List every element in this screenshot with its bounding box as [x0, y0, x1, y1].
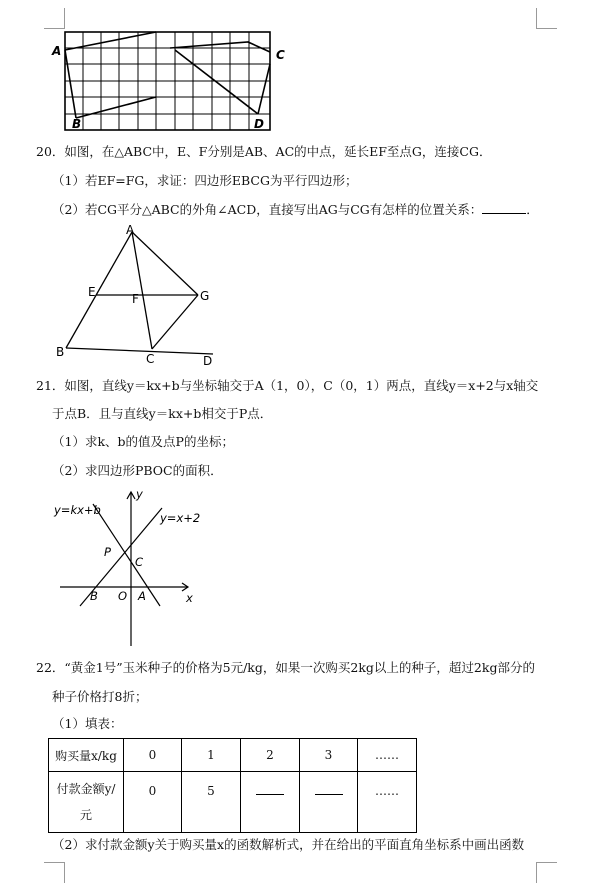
- q22-stem-line2: 种子价格打8折；: [52, 689, 148, 704]
- q20-label-A: A: [126, 223, 135, 237]
- q20-part2-end: ．: [526, 202, 539, 217]
- table-row: [49, 739, 417, 772]
- table-header-quantity: 购买量x/kg: [49, 739, 124, 772]
- corner-mark-top-right: [536, 8, 557, 29]
- table-row: [49, 772, 417, 833]
- q22-part1: （1）填表：: [52, 716, 123, 731]
- q21-coordinate-figure: [50, 484, 210, 649]
- table-cell: 5: [182, 772, 241, 833]
- q21-label-line2: y=x+2: [160, 511, 201, 525]
- q21-part1: （1）求k、b的值及点P的坐标；: [52, 434, 234, 449]
- q20-label-B: B: [56, 345, 65, 359]
- corner-mark-top-left: [44, 8, 65, 29]
- table-cell: ……: [358, 772, 417, 833]
- q21-part2: （2）求四边形PBOC的面积．: [52, 463, 223, 478]
- q20-label-C: C: [146, 352, 155, 366]
- q21-label-C: C: [135, 555, 144, 569]
- q21-stem-line1: 21．如图，直线y＝kx+b与坐标轴交于A（1，0），C（0，1）两点，直线y＝x+2与x轴交: [36, 378, 539, 393]
- q20-label-G: G: [200, 289, 210, 303]
- table-cell: ……: [358, 739, 417, 772]
- q21-stem-line2: 于点B．且与直线y＝kx+b相交于P点．: [52, 406, 273, 421]
- payment-header-line2: 元: [79, 808, 92, 822]
- grid-label-C: C: [276, 48, 285, 62]
- q21-label-B: B: [90, 589, 98, 603]
- q20-label-E: E: [88, 285, 96, 299]
- q21-label-P: P: [104, 545, 111, 559]
- table-cell: 0: [124, 739, 182, 772]
- q20-part1: （1）若EF=FG，求证：四边形EBCG为平行四边形；: [52, 173, 358, 188]
- table-cell: 2: [241, 739, 300, 772]
- q20-part2-text: （2）若CG平分△ABC的外角∠ACD，直接写出AG与CG有怎样的位置关系：: [52, 202, 483, 217]
- answer-blank-line: [315, 784, 343, 795]
- grid-label-A: A: [52, 44, 62, 58]
- q20-answer-blank: [482, 202, 526, 214]
- table-header-payment: [49, 772, 124, 833]
- q21-label-line1: y=kx+b: [54, 503, 101, 517]
- answer-blank-line: [256, 784, 284, 795]
- corner-mark-bottom-left: [44, 862, 65, 883]
- q22-fill-table: [48, 738, 417, 833]
- q20-stem: 20．如图，在△ABC中，E、F分别是AB、AC的中点，延长EF至点G，连接CG．: [36, 144, 492, 159]
- table-cell: 0: [124, 772, 182, 833]
- payment-header-line1: 付款金额y/: [56, 782, 116, 796]
- q20-label-F: F: [132, 292, 139, 306]
- q20-label-D: D: [203, 354, 213, 368]
- grid-label-D: D: [254, 117, 264, 131]
- q20-triangle-figure: [48, 222, 228, 370]
- corner-mark-bottom-right: [536, 862, 557, 883]
- q22-part2: （2）求付款金额y关于购买量x的函数解析式，并在给出的平面直角坐标系中画出函数: [52, 837, 525, 852]
- q22-stem-line1: 22．“黄金1号”玉米种子的价格为5元/kg，如果一次购买2kg以上的种子，超过2kg部分的: [36, 660, 535, 675]
- table-cell: 1: [182, 739, 241, 772]
- table-answer-blank: [300, 772, 358, 833]
- q20-part2: [52, 202, 539, 218]
- grid-figure: [48, 28, 288, 134]
- q21-label-O: O: [118, 589, 128, 603]
- q21-label-A: A: [138, 589, 146, 603]
- table-cell: 3: [300, 739, 358, 772]
- q21-label-x: x: [186, 591, 193, 605]
- grid-label-B: B: [72, 117, 82, 131]
- table-answer-blank: [241, 772, 300, 833]
- q21-label-y: y: [136, 487, 143, 501]
